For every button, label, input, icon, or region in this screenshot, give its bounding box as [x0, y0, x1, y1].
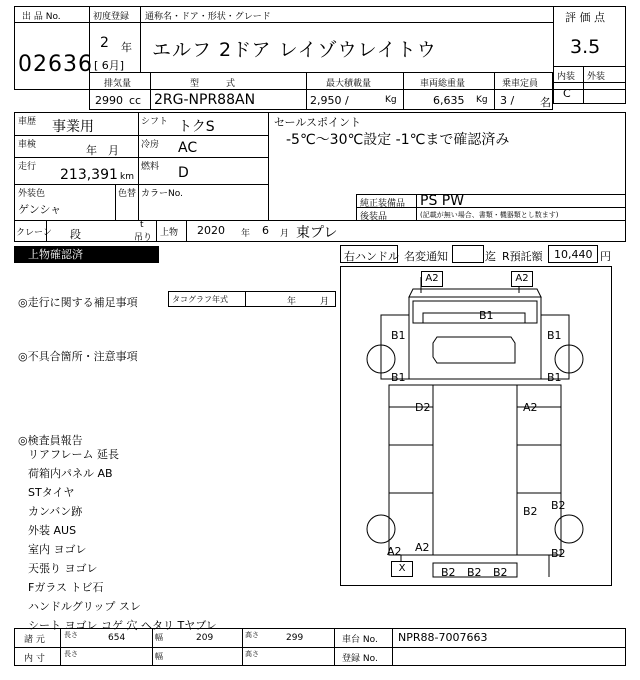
damage-code-top-left: A2 — [421, 271, 443, 287]
displacement-unit: cc — [129, 94, 142, 107]
tachograph-month-unit: 月 — [320, 297, 330, 307]
ext-color-value: ゲンシャ — [18, 203, 62, 216]
lot-label: 出 品 No. — [22, 12, 61, 22]
recycle-deposit-unit: 円 — [600, 250, 611, 263]
crane-t: t — [140, 220, 144, 230]
upper-maker: 東プレ — [296, 225, 338, 241]
damage-code-cab-left-upper: B1 — [391, 329, 406, 342]
name-change-suffix: 迄 — [485, 250, 496, 263]
inspector-line: 天張り ヨゴレ — [28, 562, 98, 575]
gvw-value: 6,635 — [433, 94, 465, 107]
aftermarket-note: (記載が無い場合、書類・機器類とし数ます) — [420, 211, 559, 219]
inspector-line: リアフレーム 延長 — [28, 448, 120, 461]
max-load-label: 最大積載量 — [326, 79, 372, 89]
genuine-equip-label: 純正装備品 — [360, 199, 406, 209]
damage-code-top-right: A2 — [511, 271, 533, 287]
interior-dims-label: 内 寸 — [24, 654, 45, 664]
mileage-label: 走行 — [18, 162, 37, 172]
history-value: 事業用 — [52, 119, 94, 135]
first-reg-year-unit: 年 — [121, 41, 132, 54]
max-load-value: 2,950 / — [310, 94, 349, 107]
model-name-label: 通称名・ドア・形状・グレード — [145, 12, 271, 22]
damage-code-right-wheel-lower: B2 — [551, 547, 566, 560]
damage-code-cab-left-lower: B1 — [391, 371, 406, 384]
length-value: 654 — [108, 633, 126, 643]
first-reg-month: [ 6月] — [94, 59, 125, 72]
upper-month-unit: 月 — [280, 229, 290, 239]
width-label: 幅 — [155, 633, 163, 642]
inspector-report-label: ◎検査員報告 — [18, 434, 83, 447]
tachograph-year-unit: 年 — [287, 297, 297, 307]
sales-point-label: セールスポイント — [274, 116, 362, 129]
model-code: 2RG-NPR88AN — [154, 92, 256, 108]
fuel-value: D — [178, 165, 189, 181]
upper-label: 上物 — [160, 228, 179, 238]
exterior-grade-label: 外装 — [587, 72, 606, 82]
upper-month: 6 — [262, 224, 269, 237]
recycle-deposit-value: 10,440 — [554, 248, 593, 261]
history-label: 車歴 — [18, 117, 37, 127]
displacement-label: 排気量 — [104, 79, 132, 89]
tachograph-label: タコグラフ年式 — [172, 295, 228, 304]
upper-confirmed-badge: 上物確認済 — [14, 246, 159, 263]
damage-code-rear: B2 — [493, 566, 508, 579]
crane-dan: 段 — [70, 228, 81, 241]
genuine-equip-value: PS PW — [420, 193, 465, 209]
first-reg-label: 初度登録 — [93, 12, 130, 22]
lot-number: 02636 — [18, 52, 93, 77]
ext-color-label: 外装色 — [18, 189, 46, 199]
int-height-label: 高さ — [245, 650, 259, 658]
damage-code-right-rear: B2 — [523, 505, 538, 518]
grade-value: 3.5 — [570, 36, 601, 58]
chassis-no-label: 車台 No. — [342, 635, 378, 645]
width-value: 209 — [196, 633, 214, 643]
height-label: 高さ — [245, 631, 259, 639]
running-notes-label: ◎走行に関する補足事項 — [18, 296, 138, 309]
gvw-label: 車両総重量 — [420, 79, 466, 89]
inspection-label: 車検 — [18, 140, 37, 150]
damage-code-cab-right-upper: B1 — [547, 329, 562, 342]
damage-code-cab-top: B1 — [479, 309, 494, 322]
gvw-unit: Kg — [476, 95, 488, 105]
aircon-value: AC — [178, 140, 198, 156]
inspection-value: 年 月 — [86, 144, 119, 157]
damage-code-right-side: A2 — [523, 401, 538, 414]
inspector-line: シート ヨゴレ コゲ 穴 ヘタリ Tヤブレ — [28, 619, 217, 632]
registration-no-label: 登録 No. — [342, 654, 378, 664]
grade-label: 評 価 点 — [565, 11, 605, 24]
capacity-value: 3 / — [500, 94, 515, 107]
mileage-value: 213,391 — [60, 167, 118, 183]
height-value: 299 — [286, 633, 304, 643]
inspector-line: STタイヤ — [28, 486, 75, 499]
aircon-label: 冷房 — [141, 140, 160, 150]
dimensions-label: 諸 元 — [24, 635, 45, 645]
recycle-deposit-label: R預託額 — [502, 250, 543, 263]
mileage-unit: km — [120, 172, 134, 182]
capacity-unit: 名 — [540, 96, 551, 109]
damage-code-cab-right-lower: B1 — [547, 371, 562, 384]
color-change-label: 色替 — [118, 189, 137, 199]
damage-code-right-wheel-upper: B2 — [551, 499, 566, 512]
interior-grade-value: C — [563, 87, 571, 100]
damage-code-left-rear-b: A2 — [415, 541, 430, 554]
truck-outline-drawing — [341, 267, 611, 585]
inspector-line: カンバン跡 — [28, 505, 83, 518]
inspector-line: 室内 ヨゴレ — [28, 543, 87, 556]
damage-code-left-x: X — [391, 561, 413, 577]
int-length-label: 長さ — [64, 650, 78, 658]
steering-side: 右ハンドル — [344, 250, 399, 263]
max-load-unit: Kg — [385, 95, 397, 105]
damage-code-left-rear-a: A2 — [387, 545, 402, 558]
upper-year: 2020 — [197, 224, 225, 237]
model-code-label: 型 式 — [190, 79, 236, 89]
sales-point-text: -5℃～30℃設定 -1℃まで確認済み — [286, 132, 510, 148]
shift-label: シフト — [141, 117, 169, 127]
damage-code-left-side: D2 — [415, 401, 431, 414]
upper-year-unit: 年 — [241, 229, 251, 239]
shift-value: トクS — [178, 119, 215, 135]
inspector-line: 外装 AUS — [28, 524, 77, 537]
damage-code-rear: B2 — [467, 566, 482, 579]
int-width-label: 幅 — [155, 652, 163, 661]
inspector-line: Fガラス トビ石 — [28, 581, 104, 594]
color-no-label: カラーNo. — [141, 189, 183, 199]
displacement-value: 2990 — [95, 94, 123, 107]
name-change-label: 名変通知 — [404, 250, 448, 263]
capacity-label: 乗車定員 — [502, 79, 539, 89]
defects-label: ◎不具合箇所・注意事項 — [18, 350, 138, 363]
first-reg-year-value: 2 — [100, 35, 109, 51]
fuel-label: 燃料 — [141, 162, 160, 172]
chassis-no-value: NPR88-7007663 — [398, 631, 488, 644]
damage-diagram — [340, 266, 612, 586]
interior-grade-label: 内装 — [557, 72, 576, 82]
inspector-line: ハンドルグリップ スレ — [28, 600, 141, 613]
length-label: 長さ — [64, 631, 78, 639]
aftermarket-label: 後装品 — [360, 212, 388, 222]
crane-label: クレーン — [16, 228, 52, 238]
damage-code-rear: B2 — [441, 566, 456, 579]
inspector-line: 荷箱内パネル AB — [28, 467, 113, 480]
model-name: エルフ 2ドア レイゾウレイトウ — [152, 39, 437, 61]
name-change-box — [452, 245, 484, 263]
crane-tsuri: 吊り — [134, 233, 153, 243]
